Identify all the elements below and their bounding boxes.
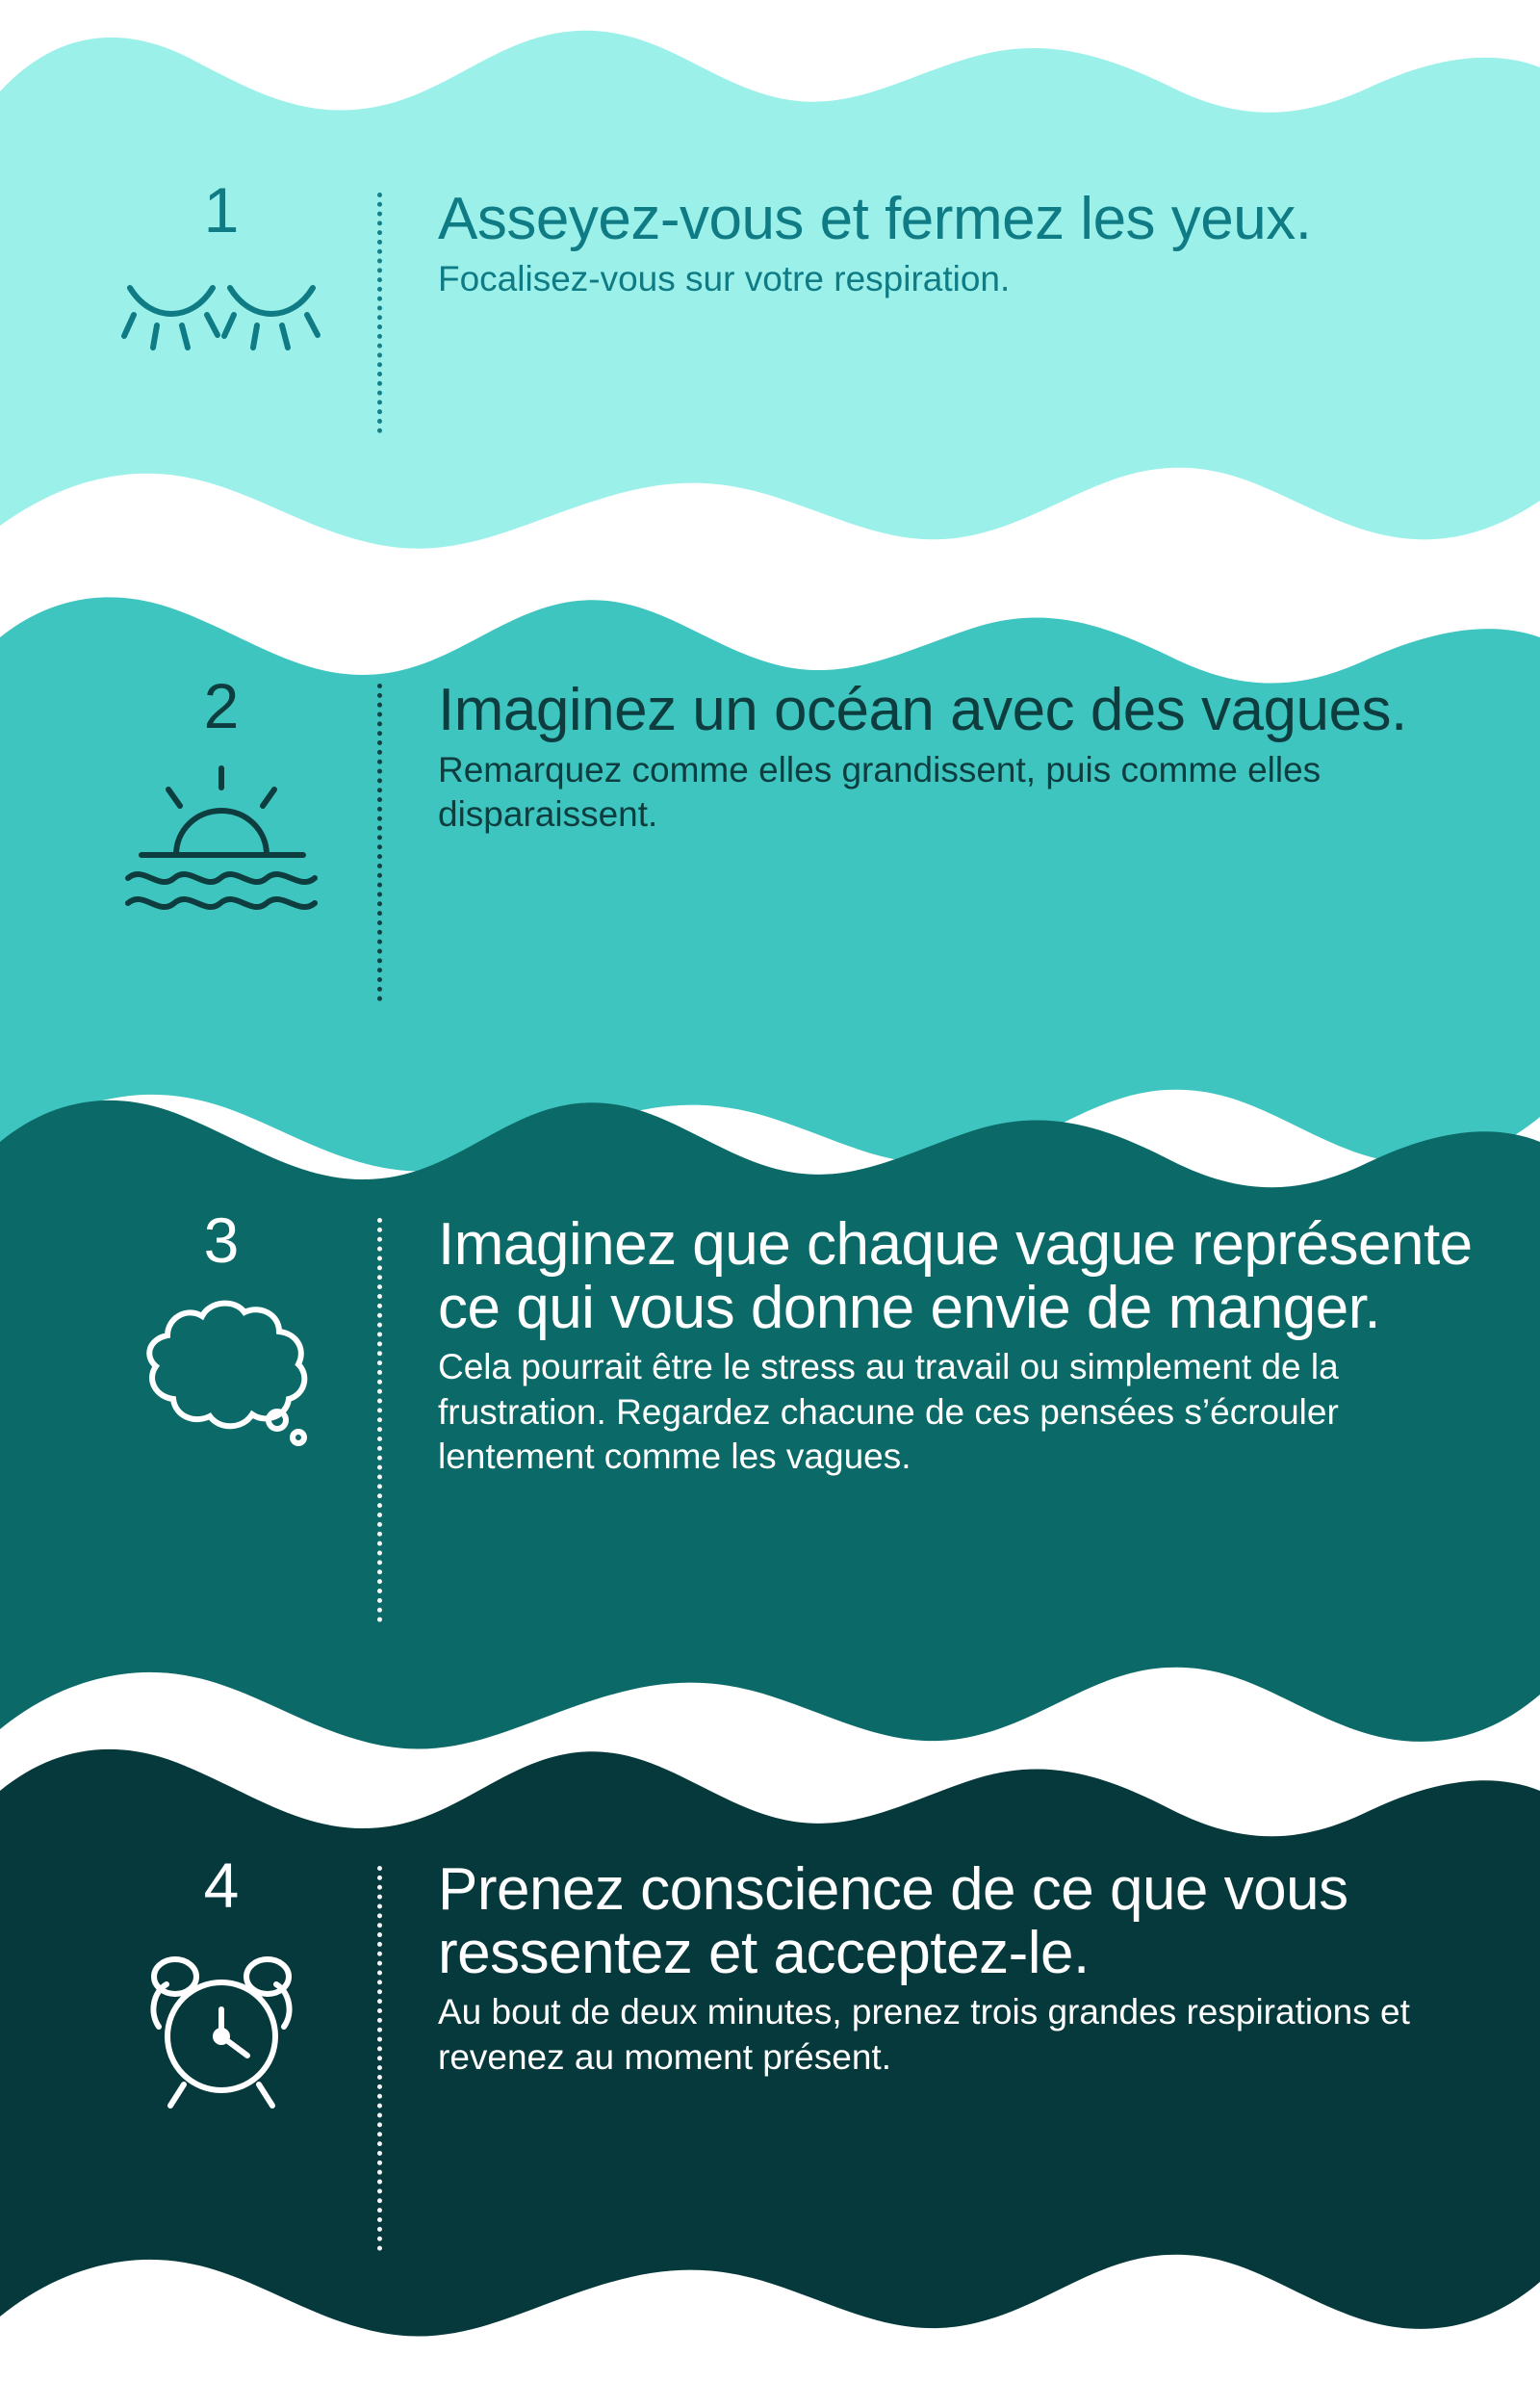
step-4-number: 4	[203, 1850, 240, 1921]
step-4-content	[0, 1723, 1540, 2407]
step-1-text-column	[438, 188, 1487, 301]
alarm-clock-icon	[67, 1942, 375, 2115]
step-1-headline: Asseyez-vous et fermez les yeux.	[438, 186, 1312, 252]
step-2-subtext: Remarquez comme elles grandissent, puis comme elles disparaissent.	[438, 749, 1322, 834]
step-2-text-column	[438, 679, 1487, 837]
step-3-subtext: Cela pourrait être le stress au travail ou simplement de la frustration. Regardez chacune de ces pensées s’écrouler lentement comme les vagues.	[438, 1347, 1339, 1476]
step-1-divider	[377, 193, 382, 433]
step-1-subtext: Focalisez-vous sur votre respiration.	[438, 258, 1011, 298]
step-3-content	[0, 1078, 1540, 1829]
step-card-1	[0, 0, 1540, 597]
thought-cloud-icon	[67, 1297, 375, 1456]
step-1-number: 1	[203, 174, 240, 246]
step-2-left-column	[67, 670, 375, 926]
step-2-divider	[377, 684, 382, 1001]
step-card-3	[0, 1078, 1540, 1829]
step-3-text-column	[438, 1213, 1487, 1479]
step-4-subtext: Au bout de deux minutes, prenez trois grandes respirations et revenez au moment présent.	[438, 1992, 1410, 2077]
step-4-text-column	[438, 1858, 1487, 2080]
step-2-headline: Imaginez un océan avec des vagues.	[438, 677, 1407, 743]
step-4-headline: Prenez conscience de ce que vous ressentez et acceptez-le.	[438, 1856, 1348, 1986]
step-card-4	[0, 1723, 1540, 2407]
sunset-over-ocean-icon	[67, 763, 375, 926]
step-3-headline: Imaginez que chaque vague représente ce qui vous donne envie de manger.	[438, 1211, 1473, 1341]
step-4-divider	[377, 1866, 382, 2251]
closed-eyes-icon	[67, 267, 375, 358]
step-3-divider	[377, 1218, 382, 1622]
step-1-content	[0, 0, 1540, 597]
step-2-number: 2	[203, 670, 240, 741]
step-3-left-column	[67, 1204, 375, 1456]
step-3-number: 3	[203, 1204, 240, 1276]
step-1-left-column	[67, 174, 375, 358]
step-4-left-column	[67, 1850, 375, 2115]
